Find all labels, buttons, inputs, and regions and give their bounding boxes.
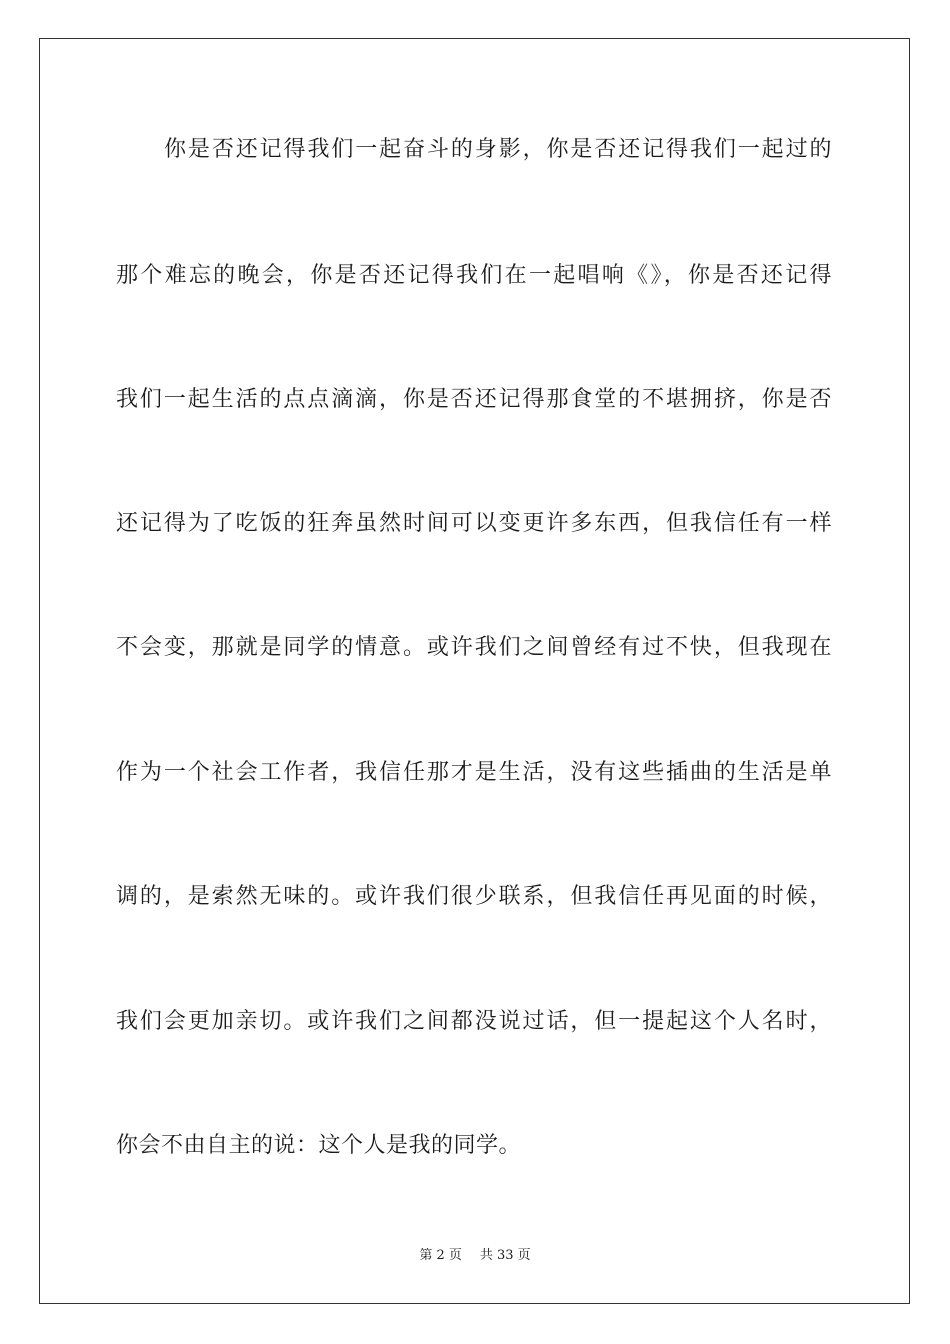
page-number: 第 2 页 xyxy=(419,1248,462,1263)
paragraph-line: 我们一起生活的点点滴滴，你是否还记得那食堂的不堪拥挤，你是否 xyxy=(116,387,832,412)
paragraph-line: 还记得为了吃饭的狂奔虽然时间可以变更许多东西，但我信任有一样 xyxy=(116,511,832,536)
paragraph-line: 调的，是索然无味的。或许我们很少联系，但我信任再见面的时候， xyxy=(116,884,832,909)
page-total: 共 33 页 xyxy=(479,1248,531,1263)
page-footer xyxy=(0,1247,950,1265)
paragraph-line: 你是否还记得我们一起奋斗的身影，你是否还记得我们一起过的 xyxy=(164,137,832,162)
paragraph-line: 作为一个社会工作者，我信任那才是生活，没有这些插曲的生活是单 xyxy=(116,760,832,785)
paragraph-line: 那个难忘的晚会，你是否还记得我们在一起唱响《》，你是否还记得 xyxy=(116,263,832,288)
page-frame xyxy=(39,38,910,1304)
paragraph-line: 不会变，那就是同学的情意。或许我们之间曾经有过不快，但我现在 xyxy=(116,635,832,660)
paragraph-line: 你会不由自主的说：这个人是我的同学。 xyxy=(116,1133,522,1158)
paragraph-line: 我们会更加亲切。或许我们之间都没说过话，但一提起这个人名时， xyxy=(116,1009,832,1034)
